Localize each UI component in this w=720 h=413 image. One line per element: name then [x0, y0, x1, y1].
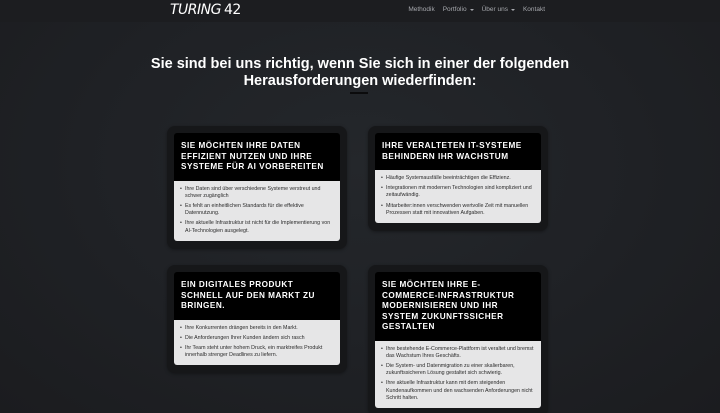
- logo[interactable]: [170, 2, 241, 18]
- headline-line-2: Herausforderungen wiederfinden:: [243, 73, 477, 89]
- list-item: • Ihr Team steht unter hohem Druck, ein marktreifes Produkt innerhalb strenger Deadlines zu liefern.: [180, 345, 334, 359]
- headline-line-1: Sie sind bei uns richtig, wenn Sie sich in einer der folgenden: [150, 56, 570, 72]
- nav-links: [408, 6, 545, 13]
- list-item: • Ihre aktuelle Infrastruktur kann mit dem steigenden Kundenaufkommen und den wachsenden Anforderungen nicht Schritt halten.: [381, 380, 535, 402]
- card-list: [174, 181, 340, 241]
- list-item: • Integrationen mit modernen Technologien sind kompliziert und zeitaufwändig.: [381, 185, 535, 199]
- list-item: • Mitarbeiter:innen verschwenden wertvolle Zeit mit manuellen Prozessen statt mit innovativen Aufgaben.: [381, 203, 535, 217]
- list-item: • Ihre bestehende E-Commerce-Plattform ist veraltet und bremst das Wachstum Ihres Geschäfts.: [381, 346, 535, 360]
- nav-link-portfolio[interactable]: [443, 6, 474, 13]
- nav-link-label: Methodik: [408, 6, 435, 13]
- nav-link-label: Portfolio: [442, 6, 467, 13]
- card-title: SIE MÖCHTEN IHRE E-COMMERCE-INFRASTRUKTUR MODERNISIEREN UND IHR SYSTEM ZUKUNFTSSICHER GESTALTEN: [375, 272, 541, 341]
- card-title: IHRE VERALTETEN IT-SYSTEME BEHINDERN IHR WACHSTUM: [375, 133, 541, 170]
- list-item: • Die System- und Datenmigration zu einer skalierbaren, zukunftssicheren Lösung gestaltet sich schwierig.: [381, 363, 535, 377]
- nav-link-ueber-uns[interactable]: [482, 6, 515, 13]
- logo-number: 42: [223, 2, 241, 18]
- challenge-card-time-to-market: [167, 265, 347, 373]
- navbar: [0, 0, 720, 22]
- list-item: • Ihre Daten sind über verschiedene Systeme verstreut und schwer zugänglich: [180, 186, 334, 200]
- challenge-card-legacy-it: [368, 126, 548, 231]
- card-title: EIN DIGITALES PRODUKT SCHNELL AUF DEN MARKT ZU BRINGEN.: [174, 272, 340, 320]
- card-list: [375, 170, 541, 223]
- section-headline: [0, 56, 720, 90]
- headline-divider: [350, 92, 368, 94]
- nav-link-methodik[interactable]: [408, 6, 434, 13]
- challenge-card-ecommerce: [368, 265, 548, 413]
- card-list: [375, 341, 541, 408]
- card-title: SIE MÖCHTEN IHRE DATEN EFFIZIENT NUTZEN UND IHRE SYSTEME FÜR AI VORBEREITEN: [174, 133, 340, 181]
- challenge-card-data-ai: [167, 126, 347, 249]
- caret-down-icon: [470, 9, 474, 11]
- nav-link-label: Über uns: [481, 6, 508, 13]
- caret-down-icon: [511, 9, 515, 11]
- list-item: • Ihre aktuelle Infrastruktur ist nicht für die Implementierung von AI-Technologien ausgelegt.: [180, 220, 334, 234]
- list-item: • Häufige Systemausfälle beeinträchtigen die Effizienz.: [381, 175, 535, 182]
- logo-text: TURING: [170, 2, 221, 18]
- nav-link-label: Kontakt: [522, 6, 545, 13]
- list-item: • Die Anforderungen Ihrer Kunden ändern sich rasch: [180, 335, 334, 342]
- list-item: • Es fehlt an einheitlichen Standards für die effektive Datennutzung.: [180, 203, 334, 217]
- nav-link-kontakt[interactable]: [523, 6, 545, 13]
- card-list: [174, 320, 340, 366]
- list-item: • Ihre Konkurrenten drängen bereits in den Markt.: [180, 325, 334, 332]
